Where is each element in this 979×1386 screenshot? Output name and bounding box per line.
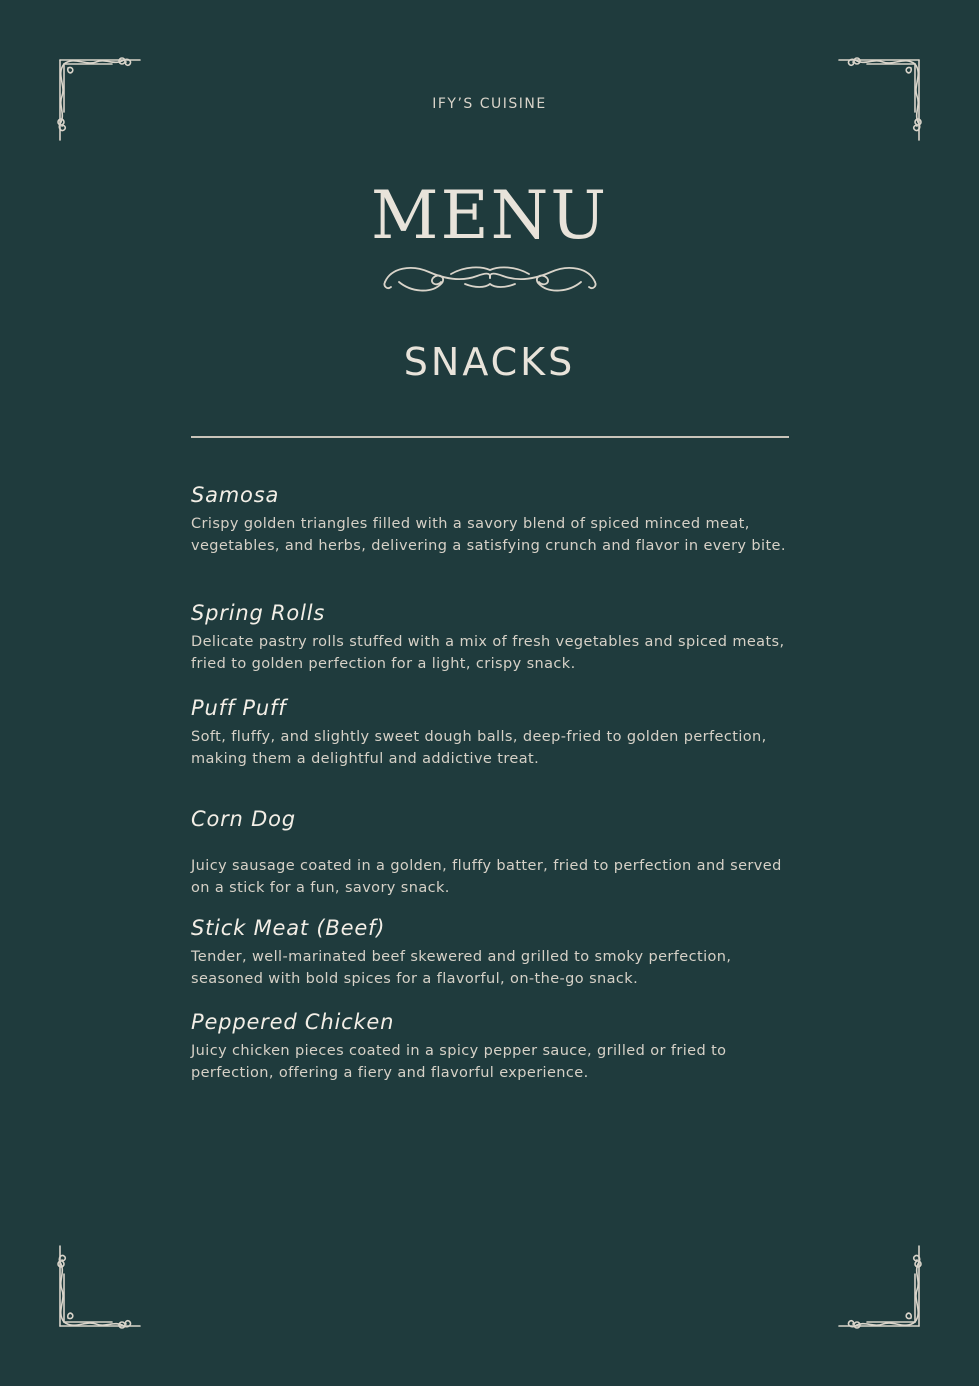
menu-item-description: Soft, fluffy, and slightly sweet dough balls, deep-fried to golden perfection, making them a delightful and addictive treat. (191, 729, 767, 767)
menu-item-name: Corn Dog (191, 807, 296, 831)
menu-item-name: Peppered Chicken (191, 1010, 395, 1034)
bottom-left-corner-ornament-icon (52, 1244, 142, 1334)
menu-item-name: Stick Meat (Beef) (191, 916, 386, 940)
menu-item (191, 599, 791, 675)
menu-item-description: Tender, well-marinated beef skewered and grilled to smoky perfection, seasoned with bold spices for a flavorful, on-the-go snack. (191, 949, 732, 987)
menu-title: MENU (370, 177, 609, 254)
menu-item (191, 694, 791, 770)
divider-line (191, 436, 789, 438)
section-heading: SNACKS (403, 340, 576, 384)
brand-name: IFY’S CUISINE (432, 96, 547, 112)
menu-item-description: Juicy chicken pieces coated in a spicy pepper sauce, grilled or fried to perfection, offering a fiery and flavorful experience. (191, 1043, 727, 1081)
menu-item-description: Juicy sausage coated in a golden, fluffy batter, fried to perfection and served on a stick for a fun, savory snack. (191, 858, 782, 896)
scroll-flourish-icon (381, 258, 599, 298)
menu-item (191, 914, 791, 990)
menu-item-name: Samosa (191, 483, 280, 507)
menu-item (191, 1008, 791, 1084)
menu-item (191, 481, 791, 557)
menu-item-name: Spring Rolls (191, 601, 326, 625)
bottom-right-corner-ornament-icon (837, 1244, 927, 1334)
menu-item-description: Crispy golden triangles filled with a savory blend of spiced minced meat, vegetables, and herbs, delivering a satisfying crunch and flavor in every bite. (191, 516, 786, 554)
menu-item (191, 805, 791, 899)
menu-item-description: Delicate pastry rolls stuffed with a mix of fresh vegetables and spiced meats, fried to golden perfection for a light, crispy snack. (191, 634, 785, 672)
menu-item-name: Puff Puff (191, 696, 287, 720)
